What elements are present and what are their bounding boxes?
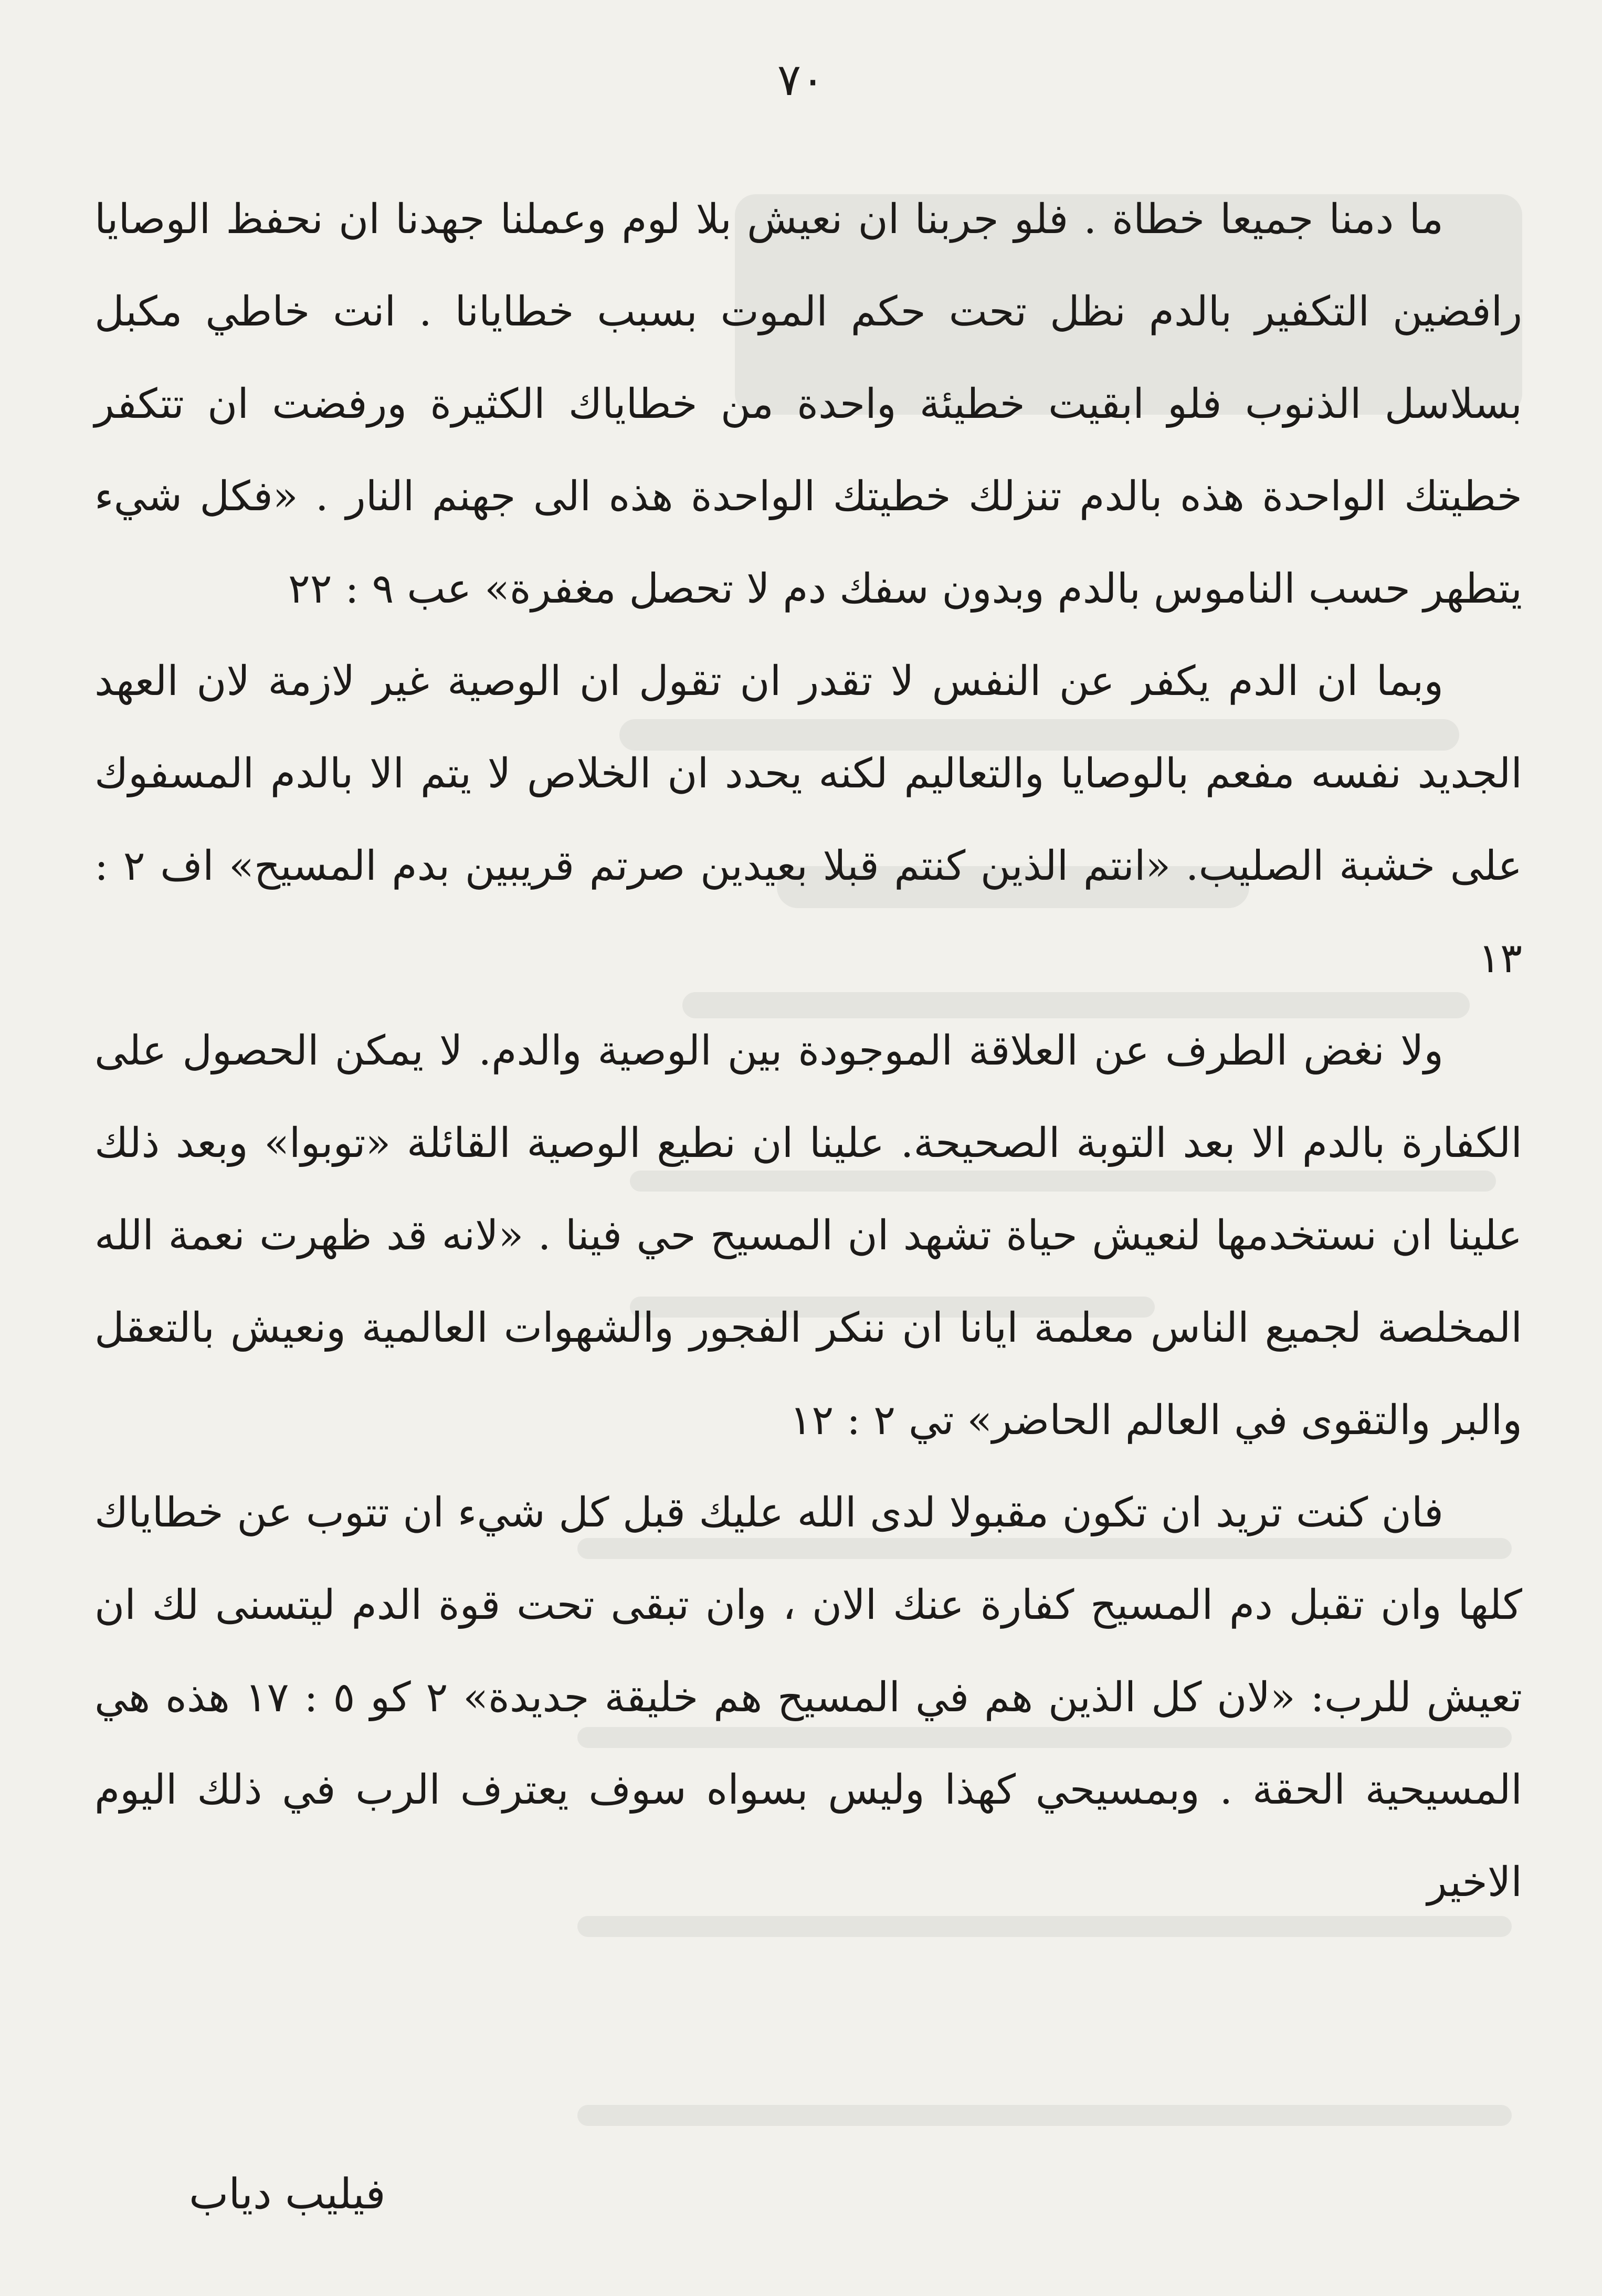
- paragraph-1: ما دمنا جميعا خطاة . فلو جربنا ان نعيش بلا لوم وعملنا جهدنا ان نحفظ الوصايا رافضين التكفير بالدم نظل تحت حكم الموت بسبب خطايانا . انت خاطي مكبل بسلاسل الذنوب فلو ابقيت خطيئة واحدة من خطاياك الكثيرة ورفضت ان تتكفر خطيتك الواحدة هذه بالدم تنزلك خطيتك الواحدة هذه الى جهنم النار . «فكل شيء يتطهر حسب الناموس بالدم وبدون سفك دم لا تحصل مغفرة» عب ٩ : ٢٢: [94, 196, 1522, 613]
- article-body: [94, 173, 1522, 1929]
- paragraph-2: وبما ان الدم يكفر عن النفس لا تقدر ان تقول ان الوصية غير لازمة لان العهد الجديد نفسه مفعم بالوصايا والتعاليم لكنه يحدد ان الخلاص لا يتم الا بالدم المسفوك على خشبة الصليب. «انتم الذين كنتم قبلا بعيدين صرتم قريبين بدم المسيح» اف ٢ : ١٣: [94, 658, 1522, 982]
- paragraph-4: فان كنت تريد ان تكون مقبولا لدى الله عليك قبل كل شيء ان تتوب عن خطاياك كلها وان تقبل دم المسيح كفارة عنك الان ، وان تبقى تحت قوة الدم ليتسنى لك ان تعيش للرب: «لان كل الذين هم في المسيح هم خليقة جديدة» ٢ كو ٥ : ١٧ هذه هي المسيحية الحقة . وبمسيحي كهذا وليس بسواه سوف يعترف الرب في ذلك اليوم الاخير: [94, 1489, 1522, 1906]
- page-number: ٧٠: [777, 54, 825, 106]
- paragraph-3: ولا نغض الطرف عن العلاقة الموجودة بين الوصية والدم. لا يمكن الحصول على الكفارة بالدم الا بعد التوبة الصحيحة. علينا ان نطيع الوصية القائلة «توبوا» وبعد ذلك علينا ان نستخدمها لنعيش حياة تشهد ان المسيح حي فينا . «لانه قد ظهرت نعمة الله المخلصة لجميع الناس معلمة ايانا ان ننكر الفجور والشهوات العالمية ونعيش بالتعقل والبر والتقوى في العالم الحاضر» تي ٢ : ١٢: [94, 1027, 1522, 1444]
- author-signature: فيليب دياب: [189, 2169, 386, 2218]
